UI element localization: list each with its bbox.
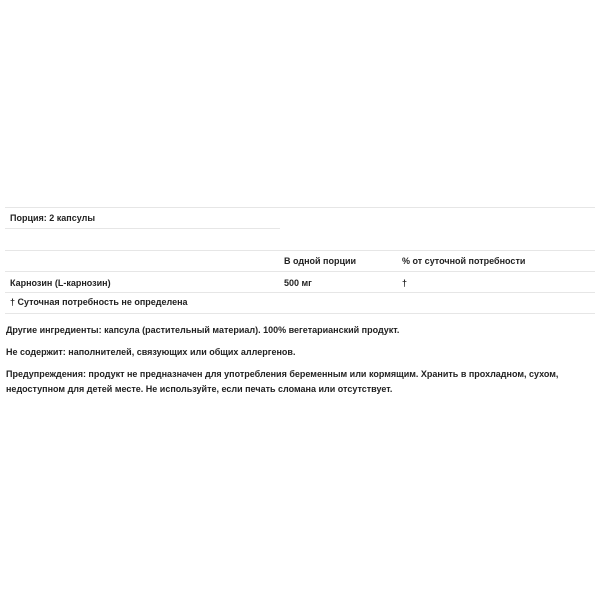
ingredient-name: Карнозин (L-карнозин) <box>10 278 111 288</box>
warnings-line-2: недоступном для детей месте. Не используйте, если печать сломана или отсутствует. <box>6 384 393 394</box>
header-per-serving: В одной порции <box>284 256 357 266</box>
other-ingredients: Другие ингредиенты: капсула (растительный материал). 100% вегетарианский продукт. <box>6 325 400 335</box>
header-daily-value: % от суточной потребности <box>402 256 526 266</box>
divider <box>5 313 595 314</box>
serving-size: Порция: 2 капсулы <box>10 213 96 223</box>
warnings-line-1: Предупреждения: продукт не предназначен для употребления беременным или кормящим. Хранить в прохладном, сухом, <box>6 369 559 379</box>
footnote: † Суточная потребность не определена <box>10 297 188 307</box>
ingredient-amount: 500 мг <box>284 278 312 288</box>
divider <box>5 207 595 208</box>
divider <box>5 250 595 251</box>
divider <box>5 228 280 229</box>
ingredient-dv: † <box>402 278 408 288</box>
divider <box>5 292 595 293</box>
divider <box>5 271 595 272</box>
free-of: Не содержит: наполнителей, связующих или общих аллергенов. <box>6 347 296 357</box>
